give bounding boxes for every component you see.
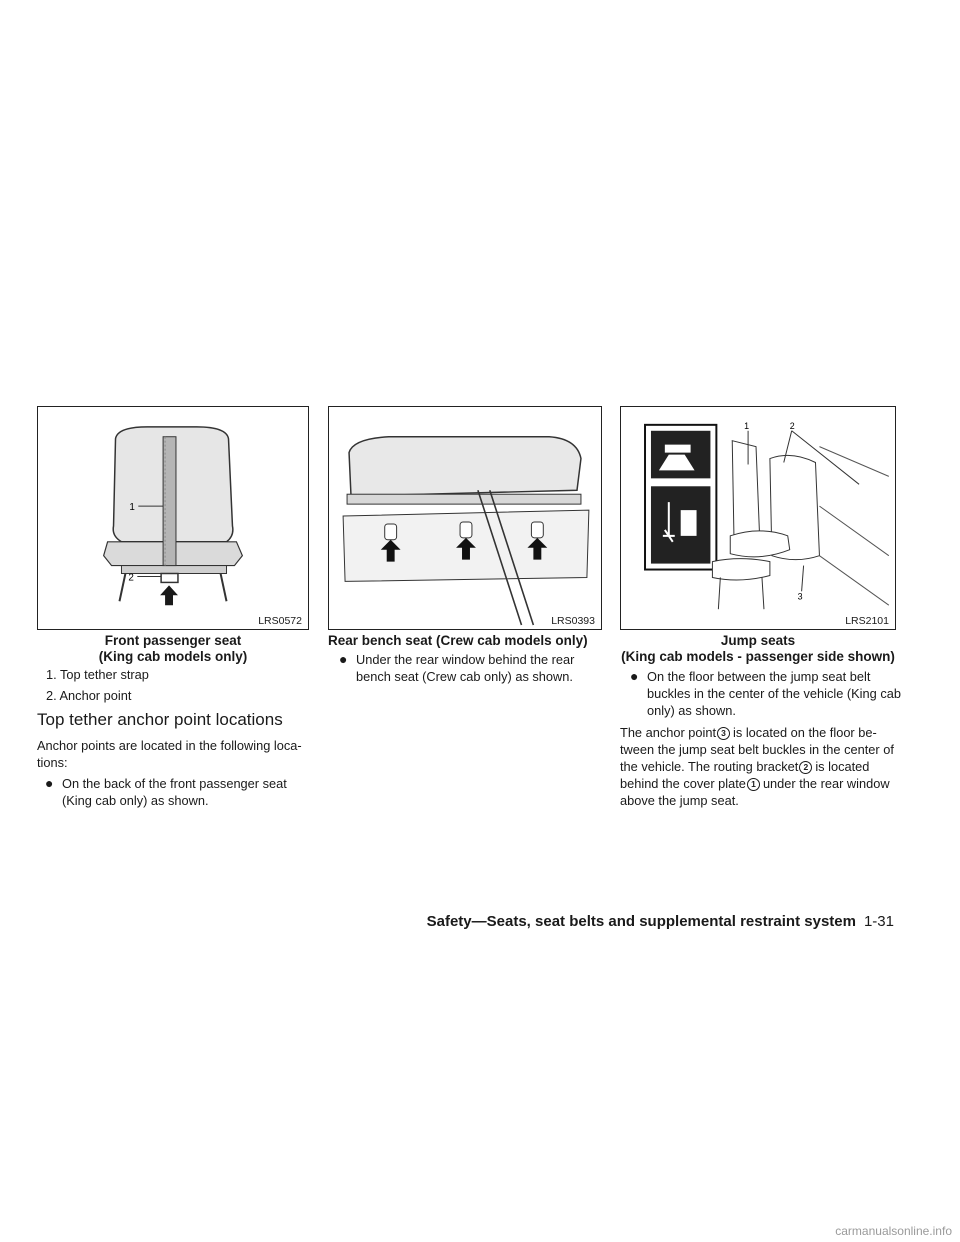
label-2: 2 [789,420,795,431]
page-number: 1-31 [863,913,894,930]
bullet-front-seat: ● On the back of the front passenger seat (King cab only) as shown. [45,775,287,808]
figure-jump-seats [620,406,896,630]
figure-code: LRS0572 [258,615,302,627]
jump-seat-illustration [621,407,895,629]
bullet-dot: ● [339,651,348,667]
label-3: 3 [797,591,803,602]
figure-code: LRS0393 [551,615,595,627]
legend-item-2: 2. Anchor point [46,688,132,703]
bullet-jump-seat: ● On the floor between the jump seat belt buckles in the center of the vehicle (King cab only) as shown. [630,668,901,718]
label-1: 1 [744,420,750,431]
bullet-dot: ● [45,775,54,791]
bullet-dot: ● [630,668,639,684]
caption-rear-bench-seat: Rear bench seat (Crew cab models only) [328,633,588,648]
callout-1: 1 [747,778,760,791]
section-heading: Top tether anchor point locations [37,710,283,729]
figure-code: LRS2101 [845,615,889,627]
caption-front-passenger-seat: Front passenger seat (King cab models only) [98,633,248,664]
rear-bench-illustration [329,407,601,629]
watermark: carmanualsonline.info [835,1224,952,1238]
figure-front-passenger-seat [37,406,309,630]
callout-3: 3 [717,727,730,740]
callout-2: 2 [799,761,812,774]
figure-rear-bench-seat [328,406,602,630]
label-1: 1 [129,502,135,514]
seat-back-illustration [38,407,308,629]
caption-jump-seats: Jump seats (King cab models - passenger side shown) [621,633,895,664]
anchor-paragraph: The anchor point 3 is located on the floor be- tween the jump seat belt buckles in the center of the vehicle. The routing bracket 2 is located behind the cover plate 1 under the rear window above the jump seat. [620,725,894,808]
bullet-rear-bench: ● Under the rear window behind the rear bench seat (Crew cab only) as shown. [339,651,575,684]
page-footer [0,913,894,930]
legend-item-1: 1. Top tether strap [46,667,149,682]
label-2: 2 [128,572,134,584]
intro-paragraph: Anchor points are located in the following loca- tions: [37,738,302,770]
footer-section-title: Safety—Seats, seat belts and supplemental restraint system [426,913,856,930]
